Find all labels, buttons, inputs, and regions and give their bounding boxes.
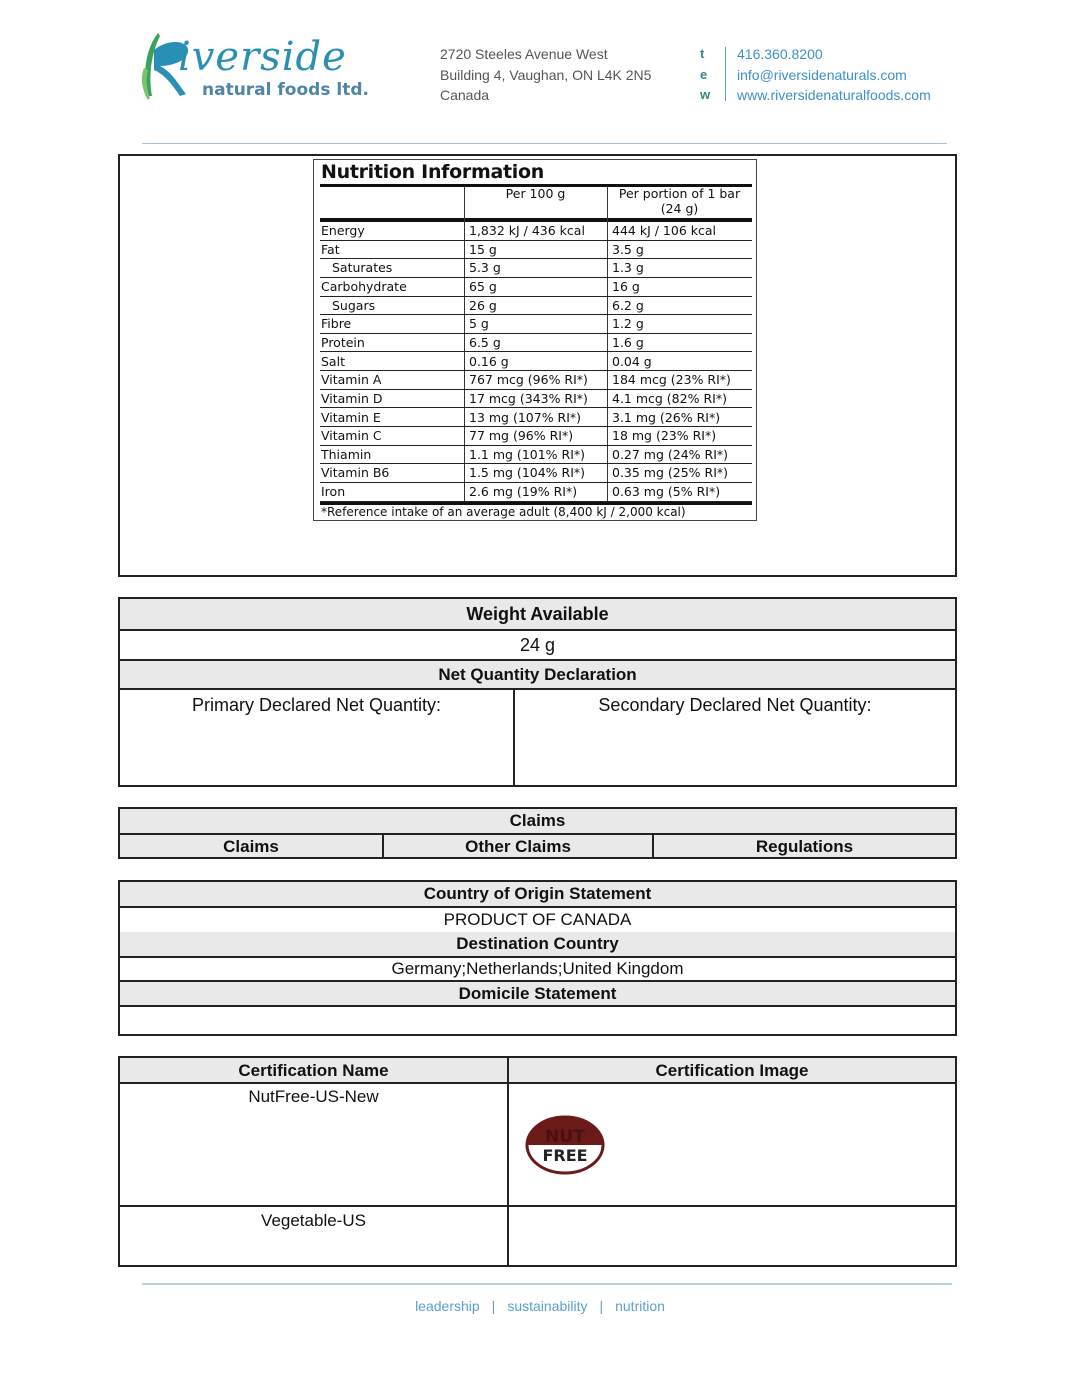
nutrition-row: [320, 297, 752, 316]
nutrition-row: [320, 259, 752, 278]
nutrient-per-100g: 15 g: [469, 241, 497, 257]
other-claims-column-header: Other Claims: [384, 835, 652, 857]
portion-header-line: Per portion of 1 bar: [618, 186, 741, 201]
company-address: [440, 44, 651, 106]
nutrition-row: [320, 222, 752, 241]
nutrition-row: [320, 353, 752, 372]
certification-name-header: Certification Name: [120, 1058, 507, 1082]
contact-values: [737, 44, 931, 106]
nutrition-row: [320, 427, 752, 446]
nutrient-name: Fat: [321, 241, 340, 257]
footer-separator: |: [599, 1298, 604, 1314]
nutrition-row: [320, 464, 752, 483]
weight-table: [118, 597, 957, 787]
address-line: Canada: [440, 87, 490, 103]
net-quantity-header: Net Quantity Declaration: [120, 661, 955, 688]
contact-labels: [700, 44, 710, 106]
weight-available-header: Weight Available: [120, 599, 955, 629]
nutrient-per-100g: 13 mg (107% RI*): [469, 409, 582, 425]
badge-bottom-text: FREE: [542, 1146, 588, 1165]
nutrient-name: Salt: [321, 353, 345, 369]
nutrient-name: Saturates: [332, 260, 393, 276]
phone-number: 416.360.8200: [737, 46, 823, 62]
nutrient-per-100g: 1,832 kJ / 436 kcal: [469, 223, 585, 238]
nutrient-per-portion: 0.04 g: [612, 353, 652, 369]
nutrient-per-portion: 1.2 g: [612, 316, 644, 332]
header-divider: [142, 143, 947, 144]
nutrient-name: Vitamin B6: [321, 465, 390, 481]
nutrient-per-100g: 17 mcg (343% RI*): [469, 390, 588, 406]
badge-top-text: NUT: [545, 1127, 585, 1147]
logo-wordmark: iverside: [178, 34, 347, 80]
weight-value: 24 g: [519, 635, 556, 655]
nutrition-row: [320, 446, 752, 465]
nutrient-name: Vitamin A: [321, 372, 382, 388]
nutrient-per-portion: 16 g: [612, 278, 640, 294]
nutrition-row: [320, 315, 752, 334]
claims-header: Claims: [120, 809, 955, 833]
footer-item: nutrition: [615, 1298, 665, 1314]
secondary-net-quantity-label: Secondary Declared Net Quantity:: [598, 695, 872, 715]
logo-subtitle: natural foods ltd.: [202, 80, 369, 100]
nutrient-name: Energy: [321, 223, 365, 238]
nutrient-per-portion: 444 kJ / 106 kcal: [612, 223, 716, 238]
domicile-statement-header: Domicile Statement: [120, 982, 955, 1005]
row-divider: [120, 1082, 955, 1084]
nutrient-per-100g: 1.1 mg (101% RI*): [469, 446, 586, 462]
claims-table: [118, 807, 957, 859]
destination-country-value: Germany;Netherlands;United Kingdom: [391, 959, 684, 978]
nutrient-per-100g: 77 mg (96% RI*): [469, 428, 574, 444]
column-divider: [507, 1058, 509, 1265]
website-link[interactable]: www.riversidenaturalfoods.com: [737, 87, 931, 103]
nutrient-per-portion: 0.35 mg (25% RI*): [612, 465, 729, 481]
nutrient-per-portion: 18 mg (23% RI*): [612, 428, 717, 444]
nutrient-per-portion: 1.3 g: [612, 260, 644, 276]
claims-column-header: Claims: [120, 835, 382, 857]
footer-item: sustainability: [507, 1298, 588, 1314]
nutrition-row: [320, 409, 752, 428]
nutrient-per-100g: 65 g: [469, 278, 497, 294]
row-divider: [120, 688, 955, 690]
row-divider: [120, 1205, 955, 1207]
nut-free-badge: [525, 1115, 605, 1175]
nutrient-name: Vitamin E: [321, 409, 381, 425]
destination-country-header: Destination Country: [120, 932, 955, 956]
nutrition-row: [320, 390, 752, 409]
portion-header-line: (24 g): [660, 201, 699, 216]
nutrient-per-100g: 6.5 g: [469, 334, 501, 350]
nutrition-table: [313, 159, 757, 521]
nutrient-per-100g: 5 g: [469, 316, 489, 332]
footer-item: leadership: [415, 1298, 480, 1314]
nutrient-name: Fibre: [321, 316, 352, 332]
nutrient-per-portion: 0.27 mg (24% RI*): [612, 446, 729, 462]
nutrient-per-100g: 2.6 mg (19% RI*): [469, 484, 578, 500]
nut-free-badge-icon: [525, 1115, 605, 1175]
nutrient-per-100g: 1.5 mg (104% RI*): [469, 465, 586, 481]
nutrient-per-portion: 6.2 g: [612, 297, 644, 313]
nutrition-title: Nutrition Information: [321, 161, 544, 183]
email-link[interactable]: info@riversidenaturals.com: [737, 66, 907, 83]
nutrient-per-portion: 3.1 mg (26% RI*): [612, 409, 721, 425]
address-line: Building 4, Vaughan, ON L4K 2N5: [440, 66, 652, 83]
contact-divider: [725, 47, 726, 101]
web-label: w: [700, 87, 711, 102]
certification-name: NutFree-US-New: [248, 1087, 379, 1106]
nutrition-row: [320, 334, 752, 353]
nutrient-per-portion: 1.6 g: [612, 334, 644, 350]
address-line: 2720 Steeles Avenue West: [440, 46, 608, 62]
nutrient-name: Thiamin: [321, 446, 372, 462]
phone-label: t: [700, 46, 705, 61]
nutrient-name: Vitamin C: [321, 428, 382, 444]
nutrient-per-portion: 184 mcg (23% RI*): [612, 372, 731, 388]
nutrition-row: [320, 278, 752, 297]
country-of-origin-header: Country of Origin Statement: [120, 882, 955, 906]
nutrition-row: [320, 483, 752, 502]
nutrient-per-portion: 4.1 mcg (82% RI*): [612, 390, 727, 406]
certification-image-header: Certification Image: [509, 1058, 955, 1082]
country-of-origin-value: PRODUCT OF CANADA: [443, 910, 632, 929]
regulations-column-header: Regulations: [654, 835, 955, 857]
nutrient-per-100g: 5.3 g: [469, 260, 501, 276]
nutrient-name: Carbohydrate: [321, 278, 407, 294]
column-header-portion: [608, 186, 751, 216]
nutrition-row: [320, 371, 752, 390]
certification-table: [118, 1056, 957, 1267]
origin-table: [118, 880, 957, 1036]
nutrition-footnote: *Reference intake of an average adult (8,400 kJ / 2,000 kcal): [321, 505, 686, 519]
company-logo: [138, 28, 378, 108]
primary-net-quantity-label: Primary Declared Net Quantity:: [191, 695, 442, 715]
nutrient-per-100g: 767 mcg (96% RI*): [469, 372, 588, 388]
email-label: e: [700, 66, 708, 82]
nutrient-per-100g: 0.16 g: [469, 353, 509, 369]
nutrient-name: Sugars: [332, 297, 376, 313]
footer-tagline: [0, 1298, 1080, 1314]
nutrition-row: [320, 241, 752, 260]
footer-separator: |: [491, 1298, 496, 1314]
column-header-per100: Per 100 g: [505, 186, 566, 201]
row-divider: [120, 1005, 955, 1007]
nutrient-per-portion: 0.63 mg (5% RI*): [612, 484, 721, 500]
nutrient-per-portion: 3.5 g: [612, 241, 644, 257]
nutrient-name: Vitamin D: [321, 390, 383, 406]
nutrient-name: Protein: [321, 334, 365, 350]
footer-divider: [142, 1283, 952, 1285]
certification-name: Vegetable-US: [261, 1211, 366, 1230]
nutrient-name: Iron: [321, 484, 346, 500]
nutrient-per-100g: 26 g: [469, 297, 497, 313]
